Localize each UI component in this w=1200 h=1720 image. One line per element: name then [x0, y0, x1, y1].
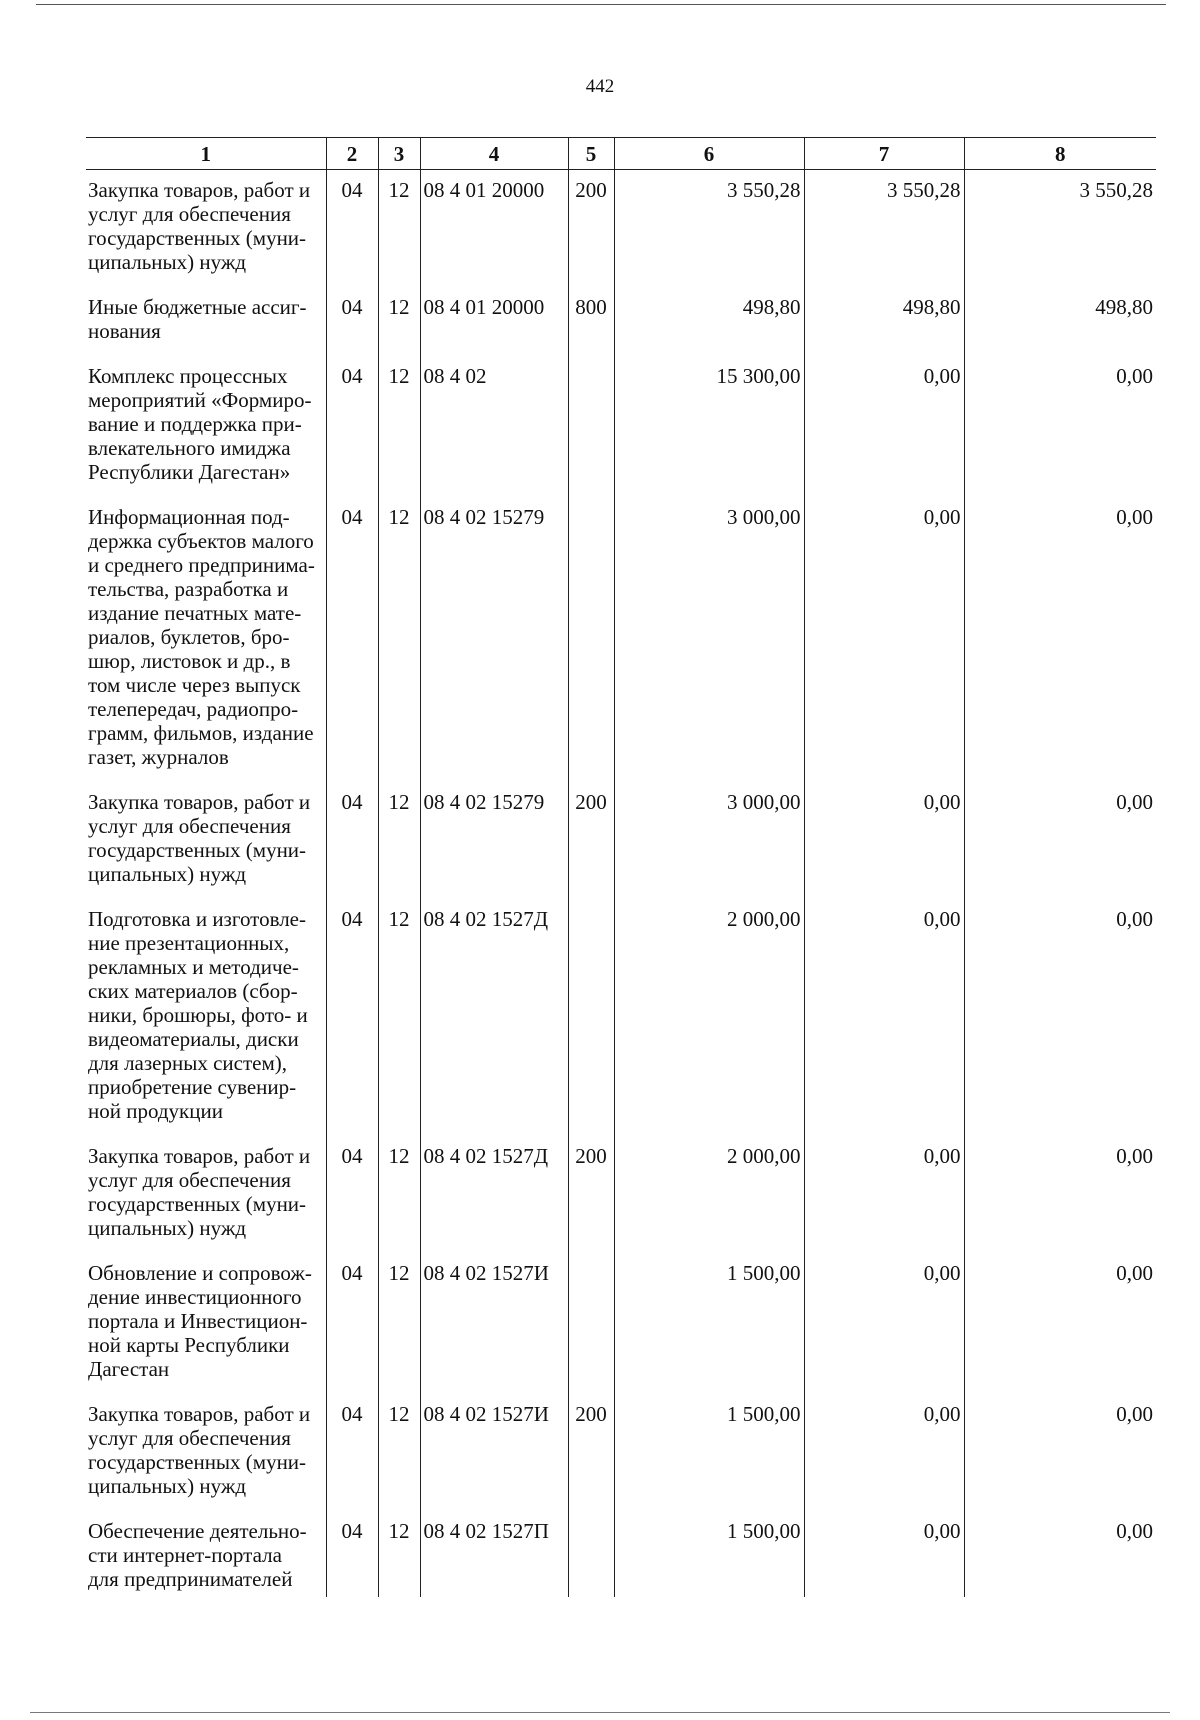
- item-name-cell: [86, 497, 326, 782]
- expense-type-cell: [568, 356, 614, 497]
- amount-year3-cell: 0,00: [964, 1136, 1156, 1253]
- amount-year1-cell: 2 000,00: [614, 899, 804, 1136]
- item-name-line: Обновление и сопровож-: [88, 1261, 312, 1285]
- table-row: [86, 1394, 1156, 1511]
- item-name-line: портала и Инвестицион-: [88, 1309, 308, 1333]
- amount-year1-cell: 1 500,00: [614, 1253, 804, 1394]
- item-name-cell: [86, 287, 326, 356]
- section-code-cell: 04: [326, 497, 378, 782]
- subsection-code-cell: 12: [378, 1136, 420, 1253]
- subsection-code-cell: 12: [378, 1511, 420, 1597]
- expense-type-cell: 200: [568, 1136, 614, 1253]
- expense-type-cell: 200: [568, 170, 614, 288]
- expense-type-cell: [568, 1511, 614, 1597]
- amount-year1-cell: 2 000,00: [614, 1136, 804, 1253]
- amount-year2-cell: 0,00: [804, 782, 964, 899]
- item-name-line: сти интернет-портала: [88, 1543, 282, 1567]
- item-name-line: рекламных и методиче-: [88, 955, 299, 979]
- item-name-line: газет, журналов: [88, 745, 229, 769]
- amount-year2-cell: 498,80: [804, 287, 964, 356]
- section-code-cell: 04: [326, 287, 378, 356]
- item-name-line: Обеспечение деятельно-: [88, 1519, 307, 1543]
- item-name-line: телепередач, радиопро-: [88, 697, 299, 721]
- item-name-line: Закупка товаров, работ и: [88, 178, 311, 202]
- amount-year2-cell: 0,00: [804, 1394, 964, 1511]
- item-name-line: грамм, фильмов, издание: [88, 721, 314, 745]
- item-name-line: услуг для обеспечения: [88, 1168, 291, 1192]
- item-name-cell: [86, 782, 326, 899]
- amount-year1-cell: 3 550,28: [614, 170, 804, 288]
- subsection-code-cell: 12: [378, 356, 420, 497]
- item-name-line: ципальных) нужд: [88, 862, 247, 886]
- item-name-line: видеоматериалы, диски: [88, 1027, 299, 1051]
- item-name-line: Информационная под-: [88, 505, 290, 529]
- amount-year3-cell: 0,00: [964, 497, 1156, 782]
- item-name-cell: [86, 1136, 326, 1253]
- amount-year2-cell: 3 550,28: [804, 170, 964, 288]
- header-cell: 5: [568, 138, 614, 170]
- table-row: [86, 782, 1156, 899]
- item-name-line: дение инвестиционного: [88, 1285, 302, 1309]
- amount-year1-cell: 1 500,00: [614, 1511, 804, 1597]
- target-article-cell: 08 4 02: [420, 356, 568, 497]
- section-code-cell: 04: [326, 1253, 378, 1394]
- item-name-line: том числе через выпуск: [88, 673, 301, 697]
- section-code-cell: 04: [326, 1394, 378, 1511]
- item-name-line: ники, брошюры, фото- и: [88, 1003, 308, 1027]
- subsection-code-cell: 12: [378, 782, 420, 899]
- section-code-cell: 04: [326, 356, 378, 497]
- page-number: 442: [585, 76, 615, 97]
- subsection-code-cell: 12: [378, 1253, 420, 1394]
- item-name-line: государственных (муни-: [88, 226, 307, 250]
- table-body: [86, 170, 1156, 1598]
- subsection-code-cell: 12: [378, 1394, 420, 1511]
- item-name-line: ских материалов (сбор-: [88, 979, 298, 1003]
- expense-type-cell: [568, 899, 614, 1136]
- top-rule: [36, 4, 1166, 5]
- item-name-line: Закупка товаров, работ и: [88, 790, 311, 814]
- item-name-cell: [86, 170, 326, 288]
- subsection-code-cell: 12: [378, 497, 420, 782]
- amount-year3-cell: 0,00: [964, 899, 1156, 1136]
- expense-type-cell: [568, 497, 614, 782]
- item-name-line: ципальных) нужд: [88, 1216, 247, 1240]
- subsection-code-cell: 12: [378, 170, 420, 288]
- amount-year1-cell: 498,80: [614, 287, 804, 356]
- amount-year2-cell: 0,00: [804, 1511, 964, 1597]
- item-name-line: приобретение сувенир-: [88, 1075, 297, 1099]
- item-name-line: риалов, буклетов, бро-: [88, 625, 290, 649]
- table-row: [86, 1511, 1156, 1597]
- amount-year2-cell: 0,00: [804, 1253, 964, 1394]
- subsection-code-cell: 12: [378, 287, 420, 356]
- expense-type-cell: [568, 1253, 614, 1394]
- target-article-cell: 08 4 02 1527Д: [420, 899, 568, 1136]
- item-name-line: мероприятий «Формиро-: [88, 388, 312, 412]
- item-name-line: государственных (муни-: [88, 1192, 307, 1216]
- target-article-cell: 08 4 02 1527П: [420, 1511, 568, 1597]
- amount-year2-cell: 0,00: [804, 1136, 964, 1253]
- item-name-line: вание и поддержка при-: [88, 412, 302, 436]
- section-code-cell: 04: [326, 1511, 378, 1597]
- item-name-line: для лазерных систем),: [88, 1051, 287, 1075]
- table-row: [86, 287, 1156, 356]
- amount-year3-cell: 0,00: [964, 356, 1156, 497]
- amount-year2-cell: 0,00: [804, 356, 964, 497]
- item-name-line: шюр, листовок и др., в: [88, 649, 291, 673]
- table-row: [86, 497, 1156, 782]
- amount-year2-cell: 0,00: [804, 899, 964, 1136]
- table-row: [86, 1253, 1156, 1394]
- header-cell: 8: [964, 138, 1156, 170]
- target-article-cell: 08 4 01 20000: [420, 287, 568, 356]
- item-name-line: тельства, разработка и: [88, 577, 289, 601]
- item-name-line: для предпринимателей: [88, 1567, 293, 1591]
- target-article-cell: 08 4 01 20000: [420, 170, 568, 288]
- amount-year1-cell: 3 000,00: [614, 497, 804, 782]
- item-name-line: ной продукции: [88, 1099, 223, 1123]
- table-row: [86, 356, 1156, 497]
- target-article-cell: 08 4 02 1527И: [420, 1253, 568, 1394]
- item-name-line: ципальных) нужд: [88, 1474, 247, 1498]
- item-name-cell: [86, 1253, 326, 1394]
- item-name-line: ципальных) нужд: [88, 250, 247, 274]
- item-name-line: и среднего предпринима-: [88, 553, 315, 577]
- amount-year3-cell: 3 550,28: [964, 170, 1156, 288]
- item-name-line: Подготовка и изготовле-: [88, 907, 306, 931]
- item-name-cell: [86, 356, 326, 497]
- amount-year2-cell: 0,00: [804, 497, 964, 782]
- amount-year1-cell: 15 300,00: [614, 356, 804, 497]
- item-name-line: нования: [88, 319, 161, 343]
- item-name-line: Закупка товаров, работ и: [88, 1144, 311, 1168]
- budget-table: [86, 137, 1156, 1597]
- item-name-cell: [86, 1394, 326, 1511]
- table-row: [86, 170, 1156, 288]
- amount-year3-cell: 0,00: [964, 1253, 1156, 1394]
- item-name-line: Закупка товаров, работ и: [88, 1402, 311, 1426]
- header-cell: 1: [86, 138, 326, 170]
- header-cell: 7: [804, 138, 964, 170]
- item-name-line: издание печатных мате-: [88, 601, 302, 625]
- item-name-line: государственных (муни-: [88, 1450, 307, 1474]
- item-name-line: влекательного имиджа: [88, 436, 291, 460]
- section-code-cell: 04: [326, 170, 378, 288]
- header-cell: 3: [378, 138, 420, 170]
- item-name-line: держка субъектов малого: [88, 529, 314, 553]
- subsection-code-cell: 12: [378, 899, 420, 1136]
- header-cell: 6: [614, 138, 804, 170]
- item-name-line: услуг для обеспечения: [88, 202, 291, 226]
- section-code-cell: 04: [326, 899, 378, 1136]
- item-name-line: услуг для обеспечения: [88, 814, 291, 838]
- item-name-cell: [86, 1511, 326, 1597]
- item-name-line: Комплекс процессных: [88, 364, 288, 388]
- header-row: [86, 138, 1156, 170]
- header-cell: 4: [420, 138, 568, 170]
- target-article-cell: 08 4 02 15279: [420, 782, 568, 899]
- item-name-line: государственных (муни-: [88, 838, 307, 862]
- item-name-line: Дагестан: [88, 1357, 170, 1381]
- header-cell: 2: [326, 138, 378, 170]
- amount-year1-cell: 3 000,00: [614, 782, 804, 899]
- target-article-cell: 08 4 02 15279: [420, 497, 568, 782]
- item-name-line: Иные бюджетные ассиг-: [88, 295, 307, 319]
- amount-year1-cell: 1 500,00: [614, 1394, 804, 1511]
- amount-year3-cell: 0,00: [964, 1511, 1156, 1597]
- section-code-cell: 04: [326, 1136, 378, 1253]
- amount-year3-cell: 0,00: [964, 1394, 1156, 1511]
- table-row: [86, 899, 1156, 1136]
- item-name-line: ной карты Республики: [88, 1333, 290, 1357]
- expense-type-cell: 200: [568, 782, 614, 899]
- expense-type-cell: 200: [568, 1394, 614, 1511]
- table-row: [86, 1136, 1156, 1253]
- item-name-line: ние презентационных,: [88, 931, 290, 955]
- amount-year3-cell: 0,00: [964, 782, 1156, 899]
- target-article-cell: 08 4 02 1527Д: [420, 1136, 568, 1253]
- section-code-cell: 04: [326, 782, 378, 899]
- amount-year3-cell: 498,80: [964, 287, 1156, 356]
- item-name-cell: [86, 899, 326, 1136]
- expense-type-cell: 800: [568, 287, 614, 356]
- item-name-line: услуг для обеспечения: [88, 1426, 291, 1450]
- item-name-line: Республики Дагестан»: [88, 460, 291, 484]
- target-article-cell: 08 4 02 1527И: [420, 1394, 568, 1511]
- bottom-rule: [30, 1712, 1170, 1713]
